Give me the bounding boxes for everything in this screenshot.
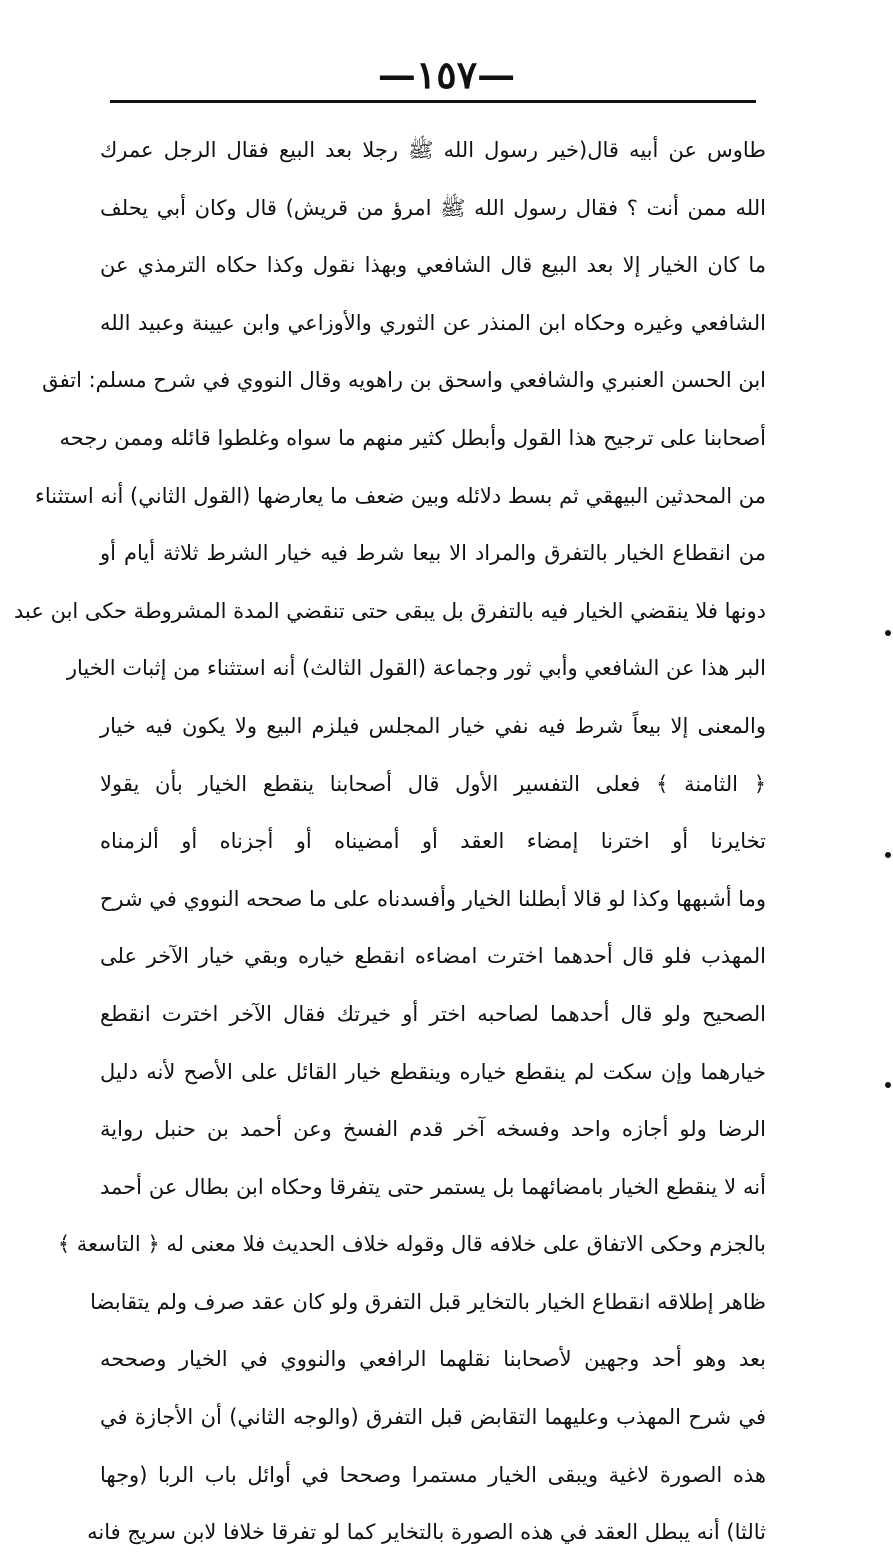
text-line: ثالثا) أنه يبطل العقد في هذه الصورة بالتخاير كما لو تفرقا خلافا لابن سريج فانه	[87, 1520, 766, 1545]
text-line: أنه لا ينقطع الخيار بامضائهما بل يستمر حتى يتفرقا وحكاه ابن بطال عن أحمد	[100, 1174, 766, 1199]
header-rule	[110, 100, 756, 103]
text-line: المهذب فلو قال أحدهما اخترت امضاءه انقطع خياره وبقي خيار الآخر على	[100, 944, 766, 969]
text-line: ﴿ الثامنة ﴾ فعلى التفسير الأول قال أصحابنا ينقطع الخيار بأن يقولا	[100, 771, 766, 796]
text-line: الشافعي وغيره وحكاه ابن المنذر عن الثوري والأوزاعي وابن عيينة وعبيد الله	[100, 310, 766, 335]
text-line: طاوس عن أبيه قال(خير رسول الله ﷺ رجلا بعد البيع فقال الرجل عمرك	[100, 138, 766, 162]
text-line: خيارهما وإن سكت لم ينقطع خياره وينقطع خيار القائل على الأصح لأنه دليل	[100, 1059, 766, 1084]
text-line: هذه الصورة لاغية ويبقى الخيار مستمرا وصححا في أوائل باب الربا (وجها	[100, 1462, 766, 1487]
text-line: ما كان الخيار إلا بعد البيع قال الشافعي وبهذا نقول وكذا حكاه الترمذي عن	[100, 253, 766, 278]
page-number: —١٥٧—	[377, 52, 516, 97]
binding-hole-mark	[885, 852, 891, 858]
text-line: بالجزم وحكى الاتفاق على خلافه قال وقوله خلاف الحديث فلا معنى له ﴿ التاسعة ﴾	[57, 1232, 766, 1257]
binding-hole-mark	[885, 1082, 891, 1088]
text-line: الرضا ولو أجازه واحد وفسخه آخر قدم الفسخ وعن أحمد بن حنبل رواية	[100, 1117, 766, 1142]
text-line: ظاهر إطلاقه انقطاع الخيار بالتخاير قبل التفرق ولو كان عقد صرف ولم يتقابضا	[90, 1289, 766, 1314]
text-line: البر هذا عن الشافعي وأبي ثور وجماعة (القول الثالث) أنه استثناء من إثبات الخيار	[66, 656, 766, 681]
text-line: بعد وهو أحد وجهين لأصحابنا نقلهما الرافعي والنووي في الخيار وصححه	[100, 1347, 766, 1372]
text-line: من انقطاع الخيار بالتفرق والمراد الا بيعا شرط فيه خيار الشرط ثلاثة أيام أو	[100, 541, 766, 566]
text-line: ابن الحسن العنبري والشافعي واسحق بن راهويه وقال النووي في شرح مسلم: اتفق	[42, 368, 766, 393]
text-line: وما أشبهها وكذا لو قالا أبطلنا الخيار وأفسدناه على ما صححه النووي في شرح	[99, 886, 766, 911]
text-line: أصحابنا على ترجيح هذا القول وأبطل كثير منهم ما سواه وغلطوا قائله وممن رجحه	[59, 425, 766, 450]
text-line: الصحيح ولو قال أحدهما لصاحبه اختر أو خيرتك فقال الآخر اخترت انقطع	[100, 1001, 766, 1026]
text-line: الله ممن أنت ؟ فقال رسول الله ﷺ امرؤ من قريش) قال وكان أبي يحلف	[100, 195, 766, 220]
text-line: في شرح المهذب وعليهما التقابض قبل التفرق (والوجه الثاني) أن الأجازة في	[100, 1405, 766, 1430]
text-line: من المحدثين البيهقي ثم بسط دلائله وبين ضعف ما يعارضها (القول الثاني) أنه استثناء	[35, 483, 766, 508]
body-text	[14, 122, 766, 1562]
binding-hole-mark	[885, 630, 891, 636]
text-line: والمعنى إلا بيعاً شرط فيه نفي خيار المجلس فيلزم البيع ولا يكون فيه خيار	[100, 713, 766, 738]
text-line: تخايرنا أو اخترنا إمضاء العقد أو أمضيناه أو أجزناه أو ألزمناه	[100, 829, 766, 854]
text-line: دونها فلا ينقضي الخيار فيه بالتفرق بل يبقى حتى تنقضي المدة المشروطة حكى ابن عبد	[14, 598, 766, 623]
